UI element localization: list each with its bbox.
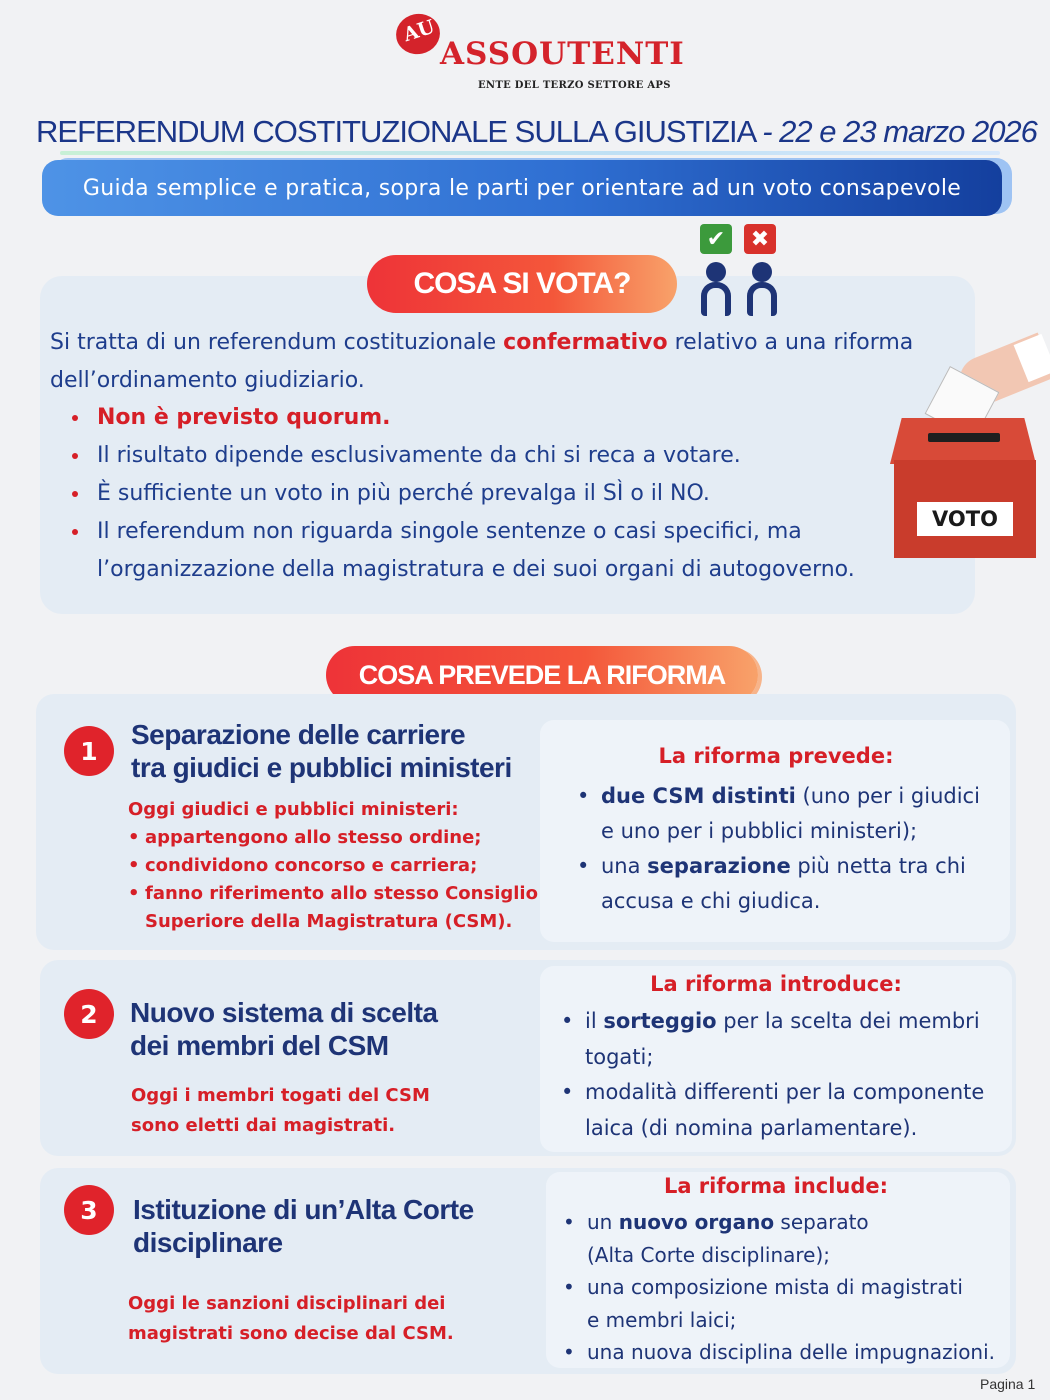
reform-bullet (563, 1206, 1003, 1271)
reform-bullet-text: • una composizione mista di magistrati (587, 1275, 963, 1299)
item-title-line: tra giudici e pubblici ministeri (131, 752, 512, 783)
item-number-badge: 1 (64, 726, 114, 776)
logo-name: ASSOUTENTI (440, 36, 685, 72)
reform-bullet-bold: sorteggio (603, 1009, 717, 1033)
current-line: sono eletti dai magistrati. (131, 1115, 396, 1136)
reform-bullet-text: un (587, 1210, 619, 1234)
intro-part: relativo a una riforma (667, 330, 914, 355)
reform-bullet-text: il (585, 1009, 604, 1033)
current-bullet: • appartengono allo stesso ordine; (128, 824, 528, 852)
bullet-item (72, 437, 912, 475)
ballot-label: VOTO (917, 502, 1013, 536)
reform-bullet-line2: togati; (585, 1044, 654, 1069)
reform-bullet (563, 1271, 1003, 1336)
reform-bullet-line2: e uno per i pubblici ministeri); (601, 819, 918, 843)
reform-bullet-bold: separazione (647, 854, 791, 878)
item-title-line: dei membri del CSM (130, 1030, 389, 1061)
reform-bullet-line2: accusa e chi giudica. (601, 889, 821, 913)
intro-highlight: confermativo (503, 330, 668, 355)
reform-bullet-line2: laica (di nomina parlamentare). (585, 1115, 918, 1140)
intro-line2: dell’ordinamento giudiziario. (50, 368, 365, 393)
reform-bullet-line2: (Alta Corte disciplinare); (587, 1242, 831, 1267)
reform-bullet-text: • modalità differenti per la componente (585, 1080, 985, 1104)
what-we-vote-heading: COSA SI VOTA? (367, 255, 677, 313)
logo-mark-text: AU (400, 15, 438, 47)
title-date: - 22 e 23 marzo 2026 (762, 114, 1037, 149)
item-title (130, 996, 530, 1062)
reform-bullet-text: (uno per i giudici (795, 784, 980, 808)
current-bullet: • condividono concorso e carriera; (128, 852, 528, 880)
reform-bullet-text: una (601, 854, 648, 878)
item-title-line: Nuovo sistema di scelta (130, 997, 438, 1028)
current-intro: Oggi giudici e pubblici ministeri: (128, 799, 459, 820)
bullet-item (72, 475, 912, 513)
title-main: REFERENDUM COSTITUZIONALE SULLA GIUSTIZIA (36, 114, 763, 149)
current-situation (131, 1081, 531, 1141)
item-title (131, 718, 531, 784)
item-title-line: disciplinare (133, 1227, 283, 1258)
reform-bullet (577, 779, 997, 849)
reform-bullets (577, 779, 997, 919)
check-bubble-icon: ✔ (700, 224, 732, 254)
bullet-item (72, 399, 912, 437)
intro-part: Si tratta di un referendum costituzionale (50, 330, 504, 355)
reform-bullets (563, 1206, 1003, 1369)
item-title-line: Separazione delle carriere (131, 719, 466, 750)
reform-bullet-text: separato (774, 1210, 869, 1234)
current-situation (128, 1289, 528, 1349)
reform-provides-title: La riforma prevede: (658, 744, 894, 768)
title-underline (60, 151, 1000, 155)
current-bullet: • fanno riferimento allo stesso Consiglio (128, 880, 528, 908)
current-situation (128, 796, 538, 936)
reform-includes-title: La riforma include: (663, 1174, 889, 1198)
current-bullet-continued: Superiore della Magistratura (CSM). (145, 911, 513, 932)
reform-bullet-text: più netta tra chi (790, 854, 966, 878)
reform-heading: COSA PREVEDE LA RIFORMA (326, 646, 758, 704)
bullet-text: È sufficiente un voto in più perché prevalga il SÌ o il NO. (97, 481, 710, 506)
reform-bullet-bold: due CSM distinti (601, 784, 796, 808)
bullet-item (72, 513, 912, 589)
reform-bullet-text: • una nuova disciplina delle impugnazioni. (587, 1340, 996, 1364)
logo-subtitle: ENTE DEL TERZO SETTORE APS (478, 80, 671, 91)
bullet-text-continued: l’organizzazione della magistratura e dei suoi organi di autogoverno. (97, 557, 855, 582)
reform-bullet (577, 849, 997, 919)
reform-bullet-line2: e membri laici; (587, 1307, 737, 1332)
item-number-badge: 3 (64, 1185, 114, 1235)
cross-bubble-icon: ✖ (744, 224, 776, 254)
current-line: Oggi le sanzioni disciplinari dei (128, 1293, 446, 1314)
current-line: Oggi i membri togati del CSM (131, 1085, 430, 1106)
reform-introduces-title: La riforma introduce: (650, 972, 902, 996)
page-number: Pagina 1 (980, 1376, 1036, 1392)
item-title (133, 1193, 533, 1259)
page-title (36, 114, 1036, 150)
bullet-text: Il risultato dipende esclusivamente da chi si reca a votare. (97, 443, 741, 468)
current-line: magistrati sono decise dal CSM. (128, 1323, 454, 1344)
reform-bullet (563, 1336, 1003, 1369)
item-title-line: Istituzione di un’Alta Corte (133, 1194, 474, 1225)
bullet-text: Il referendum non riguarda singole sentenze o casi specifici, ma (97, 519, 802, 544)
reform-bullet (561, 1004, 1001, 1075)
intro-text (50, 324, 980, 400)
reform-bullet (561, 1075, 1001, 1146)
reform-bullet-text: per la scelta dei membri (716, 1009, 980, 1033)
item-number-badge: 2 (64, 989, 114, 1039)
bullet-text: Non è previsto quorum. (97, 405, 391, 430)
reform-bullets (561, 1004, 1001, 1146)
reform-bullet-bold: nuovo organo (618, 1210, 775, 1234)
subtitle-banner: Guida semplice e pratica, sopra le parti per orientare ad un voto consapevole (42, 160, 1002, 216)
